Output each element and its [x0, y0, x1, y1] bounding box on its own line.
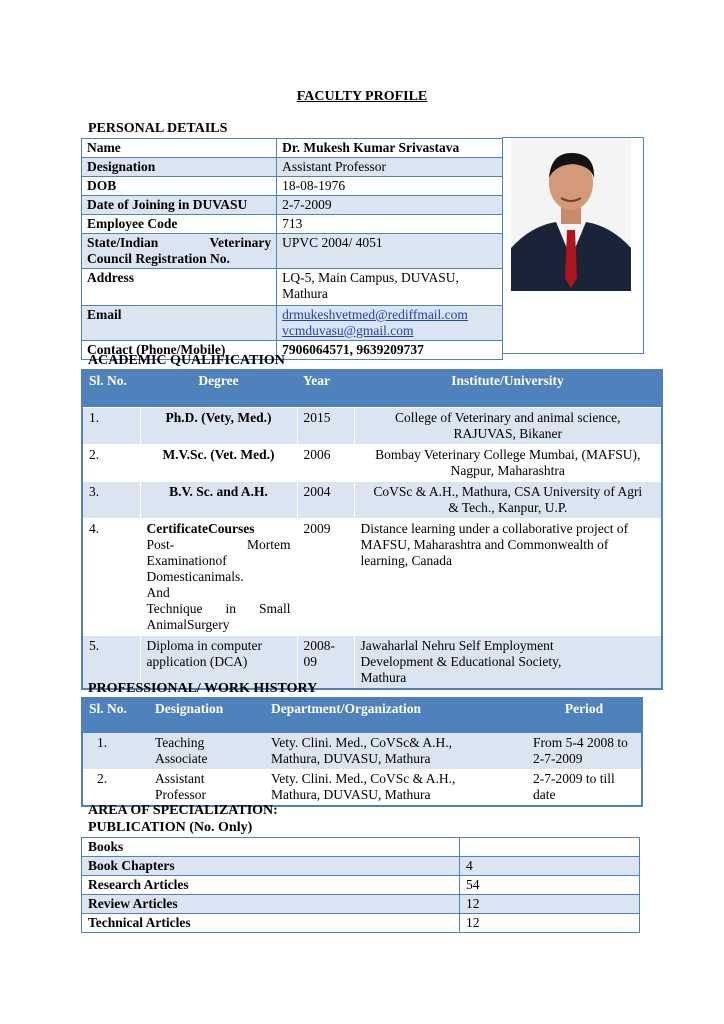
publication-label: Technical Articles: [82, 914, 460, 933]
joining-label: Date of Joining in DUVASU: [82, 196, 277, 215]
contact-value: 7906064571, 9639209737: [277, 341, 503, 360]
degree-word: Small: [258, 601, 291, 616]
publication-label: Books: [82, 838, 460, 857]
institute-line: Mathura: [360, 670, 407, 685]
degree-word: Post-: [146, 537, 175, 552]
council-label-word-2: Veterinary: [209, 235, 272, 250]
specialization-heading: AREA OF SPECIALIZATION:: [88, 803, 278, 818]
academic-cell-institute: [354, 445, 662, 482]
work-row: [82, 733, 642, 769]
publication-value: 12: [460, 914, 640, 933]
council-value: UPVC 2004/ 4051: [277, 234, 503, 269]
name-value: Dr. Mukesh Kumar Srivastava: [277, 139, 503, 158]
contact-label: Contact (Phone/Mobile): [82, 341, 277, 360]
row-code: [82, 215, 503, 234]
work-cell-designation: [149, 733, 265, 769]
joining-value: 2-7-2009: [277, 196, 503, 215]
institute-line: MAFSU, Maharashtra and Commonwealth of: [360, 537, 609, 552]
work-history-heading: PROFESSIONAL/ WORK HISTORY: [88, 681, 318, 696]
publication-value: 12: [460, 895, 640, 914]
academic-cell-year: 2015: [297, 408, 354, 445]
academic-row: [82, 445, 662, 482]
institute-line: Distance learning under a collaborative project of: [360, 521, 629, 536]
degree-line: Diploma in computer: [146, 638, 262, 653]
degree-line: Domesticanimals.: [146, 569, 244, 584]
publication-value: [460, 838, 640, 857]
degree-word: in: [225, 601, 237, 616]
work-cell-no: 1.: [82, 733, 149, 769]
council-label-line-2: Council Registration No.: [87, 251, 230, 266]
work-header-period: Period: [527, 698, 642, 733]
degree-line: And: [146, 585, 170, 600]
academic-cell-degree: M.V.Sc. (Vet. Med.): [140, 445, 297, 482]
designation-label: Designation: [82, 158, 277, 177]
degree-line: [147, 537, 291, 553]
work-header-slno: Sl. No.: [82, 698, 149, 733]
email-label: Email: [82, 306, 277, 341]
work-history-table: [81, 697, 643, 807]
code-label: Employee Code: [82, 215, 277, 234]
profile-photo-image: [511, 138, 631, 291]
academic-heading: ACADEMIC QUALIFICATION: [88, 353, 285, 368]
address-value: [277, 269, 503, 306]
degree-line: Examinationof: [146, 553, 227, 568]
department-line: Vety. Clini. Med., CoVSc& A.H.,: [271, 735, 453, 750]
council-label-line-1: [87, 235, 271, 251]
academic-cell-institute: [354, 482, 662, 519]
institute-line: CoVSc & A.H., Mathura, CSA University of Agri: [373, 484, 643, 499]
institute-line: Bombay Veterinary College Mumbai, (MAFSU),: [375, 447, 641, 462]
academic-header-slno: Sl. No.: [82, 370, 140, 408]
academic-cell-institute: [354, 408, 662, 445]
degree-word: Mortem: [247, 537, 291, 552]
institute-line: RAJUVAS, Bikaner: [453, 426, 562, 441]
personal-details-table: [81, 138, 503, 360]
academic-row: [82, 482, 662, 519]
department-line: Mathura, DUVASU, Mathura: [271, 751, 431, 766]
academic-row: [82, 408, 662, 445]
name-label: Name: [82, 139, 277, 158]
academic-header-row: [82, 370, 662, 408]
institute-line: Jawaharlal Nehru Self Employment: [360, 638, 554, 653]
designation-line: Teaching: [155, 735, 205, 750]
institute-line: Nagpur, Maharashtra: [450, 463, 565, 478]
work-cell-department: [265, 733, 527, 769]
work-cell-no: 2.: [82, 769, 149, 806]
row-name: [82, 139, 503, 158]
publication-table: [81, 837, 640, 933]
publication-label: Research Articles: [82, 876, 460, 895]
photo-frame: [502, 137, 644, 354]
designation-line: Assistant: [155, 771, 205, 786]
dob-label: DOB: [82, 177, 277, 196]
period-line: date: [533, 787, 556, 802]
row-address: [82, 269, 503, 306]
academic-cell-no: 5.: [82, 636, 140, 690]
degree-line: [147, 601, 291, 617]
email-link-1[interactable]: drmukeshvetmed@rediffmail.com: [282, 307, 468, 322]
work-cell-department: [265, 769, 527, 806]
institute-line: Development & Educational Society,: [360, 654, 562, 669]
row-dob: [82, 177, 503, 196]
work-header-department: Department/Organization: [265, 698, 527, 733]
year-line: 2008-: [303, 638, 335, 653]
work-cell-period: [527, 733, 642, 769]
degree-line: application (DCA): [146, 654, 248, 669]
academic-cell-no: 4.: [82, 519, 140, 636]
address-line-1: LQ-5, Main Campus, DUVASU,: [282, 270, 459, 285]
publication-value: 4: [460, 857, 640, 876]
row-council: [82, 234, 503, 269]
period-line: 2-7-2009 to till: [533, 771, 615, 786]
email-value: [277, 306, 503, 341]
period-line: 2-7-2009: [533, 751, 583, 766]
code-value: 713: [277, 215, 503, 234]
council-label: [82, 234, 277, 269]
academic-cell-institute: [354, 636, 662, 690]
row-email: [82, 306, 503, 341]
dob-value: 18-08-1976: [277, 177, 503, 196]
academic-cell-degree: B.V. Sc. and A.H.: [140, 482, 297, 519]
address-line-2: Mathura: [282, 286, 328, 301]
work-cell-period: [527, 769, 642, 806]
row-joining: [82, 196, 503, 215]
academic-header-institute: Institute/University: [354, 370, 662, 408]
academic-cell-year: 2006: [297, 445, 354, 482]
academic-cell-year: 2004: [297, 482, 354, 519]
period-line: From 5-4 2008 to: [533, 735, 628, 750]
academic-header-degree: Degree: [140, 370, 297, 408]
designation-line: Associate: [155, 751, 208, 766]
academic-cell-year: 2009: [297, 519, 354, 636]
academic-table: [81, 369, 663, 690]
academic-cell-degree: Ph.D. (Vety, Med.): [140, 408, 297, 445]
institute-line: & Tech., Kanpur, U.P.: [448, 500, 568, 515]
degree-line: AnimalSurgery: [146, 617, 230, 632]
academic-cell-degree: [140, 519, 297, 636]
department-line: Vety. Clini. Med., CoVSc & A.H.,: [271, 771, 456, 786]
council-label-word-1: State/Indian: [87, 235, 159, 250]
publication-label: Review Articles: [82, 895, 460, 914]
personal-details-heading: PERSONAL DETAILS: [88, 121, 228, 136]
publication-row: [82, 895, 640, 914]
academic-cell-no: 3.: [82, 482, 140, 519]
email-link-2[interactable]: vcmduvasu@gmail.com: [282, 323, 414, 338]
row-designation: [82, 158, 503, 177]
academic-header-year: Year: [297, 370, 354, 408]
publication-row: [82, 857, 640, 876]
institute-line: learning, Canada: [360, 553, 452, 568]
work-row: [82, 769, 642, 806]
designation-line: Professor: [155, 787, 206, 802]
publication-row: [82, 838, 640, 857]
work-header-designation: Designation: [149, 698, 265, 733]
publication-row: [82, 914, 640, 933]
publication-label: Book Chapters: [82, 857, 460, 876]
work-cell-designation: [149, 769, 265, 806]
profile-photo: [511, 138, 631, 291]
publication-heading: PUBLICATION (No. Only): [88, 820, 253, 835]
department-line: Mathura, DUVASU, Mathura: [271, 787, 431, 802]
designation-value: Assistant Professor: [277, 158, 503, 177]
year-line: 09: [303, 654, 317, 669]
degree-title: CertificateCourses: [146, 521, 255, 536]
institute-line: College of Veterinary and animal science,: [395, 410, 621, 425]
work-header-row: [82, 698, 642, 733]
academic-cell-no: 1.: [82, 408, 140, 445]
publication-row: [82, 876, 640, 895]
degree-word: Technique: [146, 601, 203, 616]
academic-cell-no: 2.: [82, 445, 140, 482]
page-title: FACULTY PROFILE: [296, 89, 428, 104]
academic-cell-institute: [354, 519, 662, 636]
academic-row: [82, 519, 662, 636]
address-label: Address: [82, 269, 277, 306]
publication-value: 54: [460, 876, 640, 895]
